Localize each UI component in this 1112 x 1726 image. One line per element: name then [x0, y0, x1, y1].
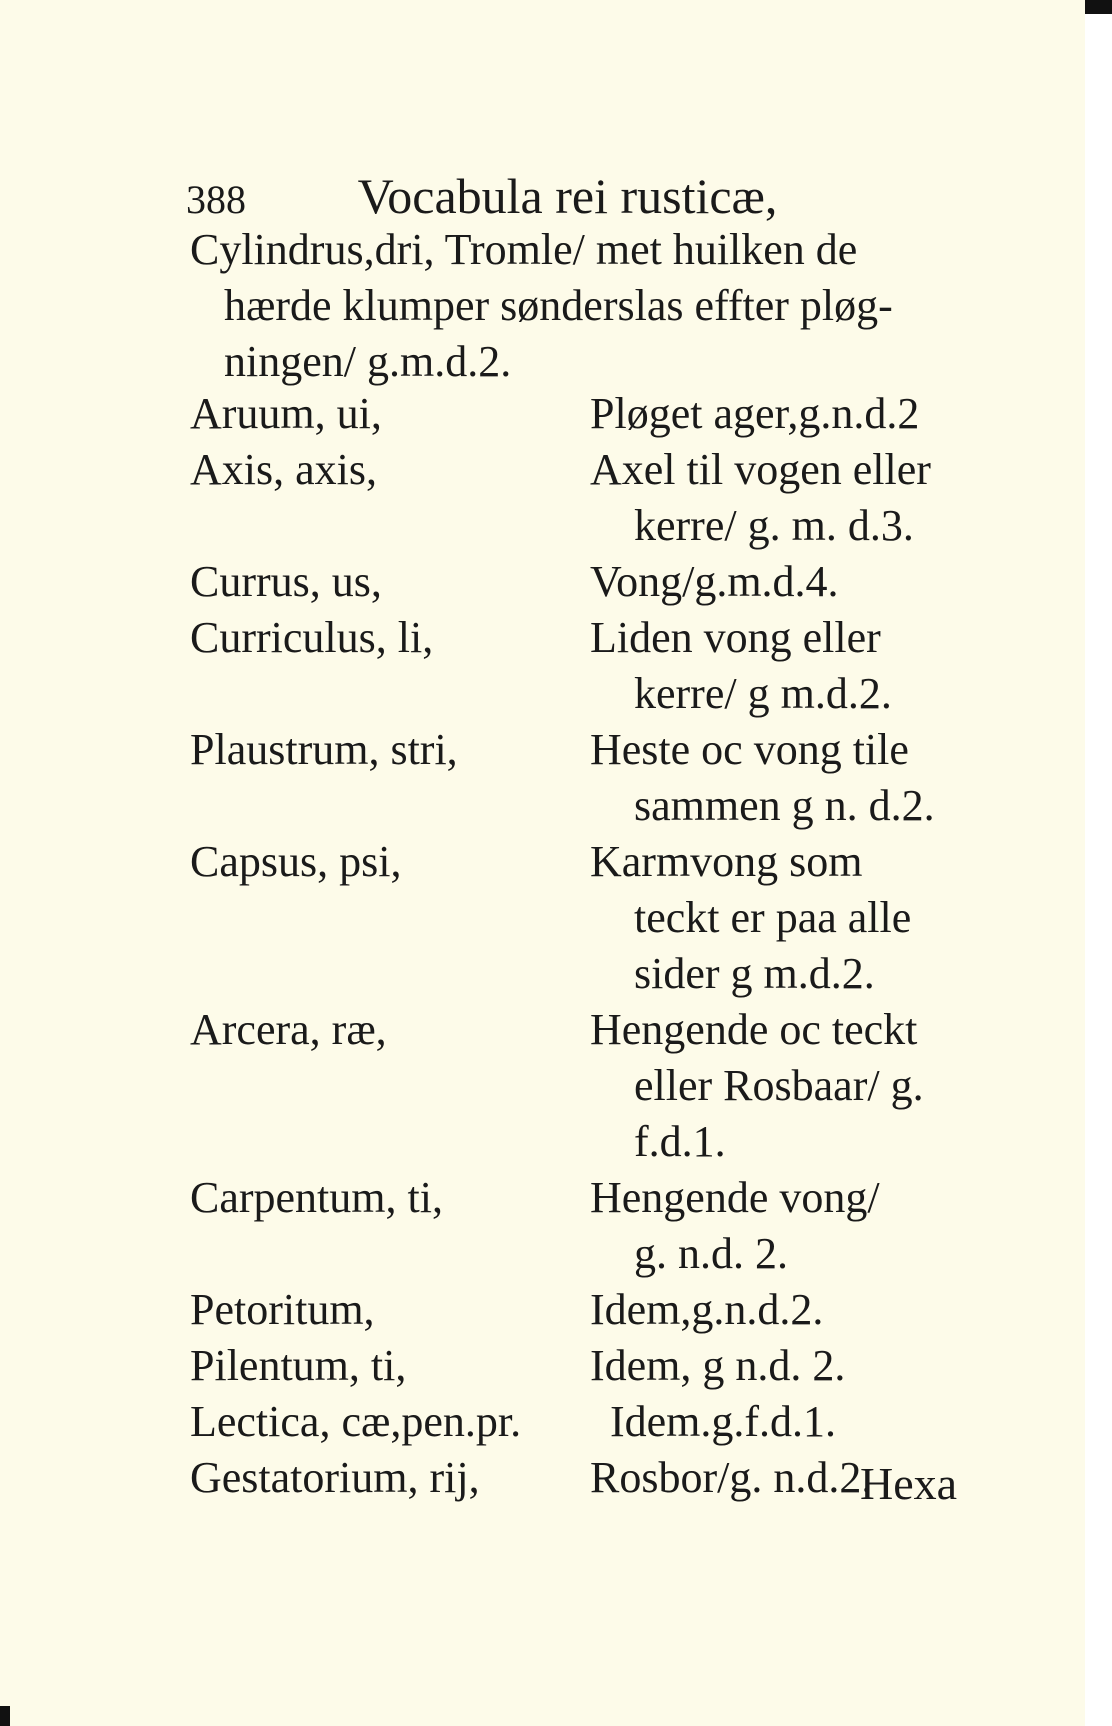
intro-line: ningen/ g.m.d.2. — [224, 337, 512, 386]
gloss-line: Idem,g.n.d.2. — [590, 1285, 824, 1334]
catchword: Hexa — [860, 1458, 958, 1509]
danish-gloss — [590, 610, 980, 722]
intro-entry — [190, 222, 980, 390]
scan-edge-mark — [0, 1706, 10, 1726]
gloss-line: g. n.d. 2. — [634, 1229, 788, 1278]
gloss-line: eller Rosbaar/ g. — [634, 1061, 924, 1110]
vocabulary-entry — [190, 1282, 990, 1338]
vocabulary-entry — [190, 1170, 990, 1282]
vocabulary-entry — [190, 1002, 990, 1170]
gloss-line: Rosbor/g. n.d.2. — [590, 1453, 873, 1502]
gloss-line: Karmvong som — [590, 837, 863, 886]
latin-term: Lectica, cæ,pen.pr. — [190, 1397, 522, 1446]
latin-term: Currus, us, — [190, 557, 382, 606]
danish-gloss — [590, 834, 980, 1002]
vocabulary-entry — [190, 1338, 990, 1394]
latin-term: Curriculus, li, — [190, 613, 434, 662]
latin-term: Arcera, ræ, — [190, 1005, 387, 1054]
gloss-line: sider g m.d.2. — [634, 949, 875, 998]
gloss-line: Heste oc vong tile — [590, 725, 909, 774]
running-title: Vocabula rei rusticæ, — [357, 168, 778, 224]
gloss-line: Pløget ager,g.n.d.2 — [590, 389, 920, 438]
page-number: 388 — [186, 177, 246, 222]
danish-gloss — [590, 386, 980, 442]
latin-term: Pilentum, ti, — [190, 1341, 407, 1390]
danish-gloss — [590, 1282, 980, 1338]
scan-margin — [1085, 0, 1112, 1726]
latin-term: Gestatorium, rij, — [190, 1453, 480, 1502]
gloss-line: kerre/ g m.d.2. — [634, 669, 892, 718]
gloss-line: f.d.1. — [634, 1117, 726, 1166]
danish-gloss — [610, 1394, 990, 1450]
danish-gloss — [590, 1002, 980, 1170]
latin-term: Petoritum, — [190, 1285, 375, 1334]
running-header — [186, 166, 986, 230]
gloss-line: Idem.g.f.d.1. — [610, 1397, 837, 1446]
gloss-line: Vong/g.m.d.4. — [590, 557, 839, 606]
vocabulary-entry — [190, 554, 990, 610]
vocabulary-entry — [190, 386, 990, 442]
gloss-line: teckt er paa alle — [634, 893, 912, 942]
gloss-line: Liden vong eller — [590, 613, 881, 662]
latin-term: Axis, axis, — [190, 445, 377, 494]
vocabulary-entry — [190, 722, 990, 834]
danish-gloss — [590, 722, 980, 834]
vocabulary-list — [190, 386, 990, 1506]
danish-gloss — [590, 442, 980, 554]
gloss-line: Axel til vogen eller — [590, 445, 931, 494]
gloss-line: sammen g n. d.2. — [634, 781, 935, 830]
latin-term: Carpentum, ti, — [190, 1173, 443, 1222]
gloss-line: kerre/ g. m. d.3. — [634, 501, 914, 550]
intro-line: Cylindrus,dri, Tromle/ met huilken de — [190, 225, 858, 274]
danish-gloss — [590, 554, 980, 610]
danish-gloss — [590, 1338, 980, 1394]
vocabulary-entry — [190, 1394, 990, 1450]
vocabulary-entry — [190, 610, 990, 722]
vocabulary-entry — [190, 834, 990, 1002]
danish-gloss — [590, 1170, 980, 1282]
gloss-line: Idem, g n.d. 2. — [590, 1341, 846, 1390]
intro-line: hærde klumper sønderslas effter pløg- — [224, 281, 893, 330]
vocabulary-entry — [190, 442, 990, 554]
scan-edge-mark — [1085, 0, 1112, 14]
latin-term: Aruum, ui, — [190, 389, 382, 438]
latin-term: Capsus, psi, — [190, 837, 402, 886]
gloss-line: Hengende vong/ — [590, 1173, 880, 1222]
latin-term: Plaustrum, stri, — [190, 725, 458, 774]
gloss-line: Hengende oc teckt — [590, 1005, 918, 1054]
